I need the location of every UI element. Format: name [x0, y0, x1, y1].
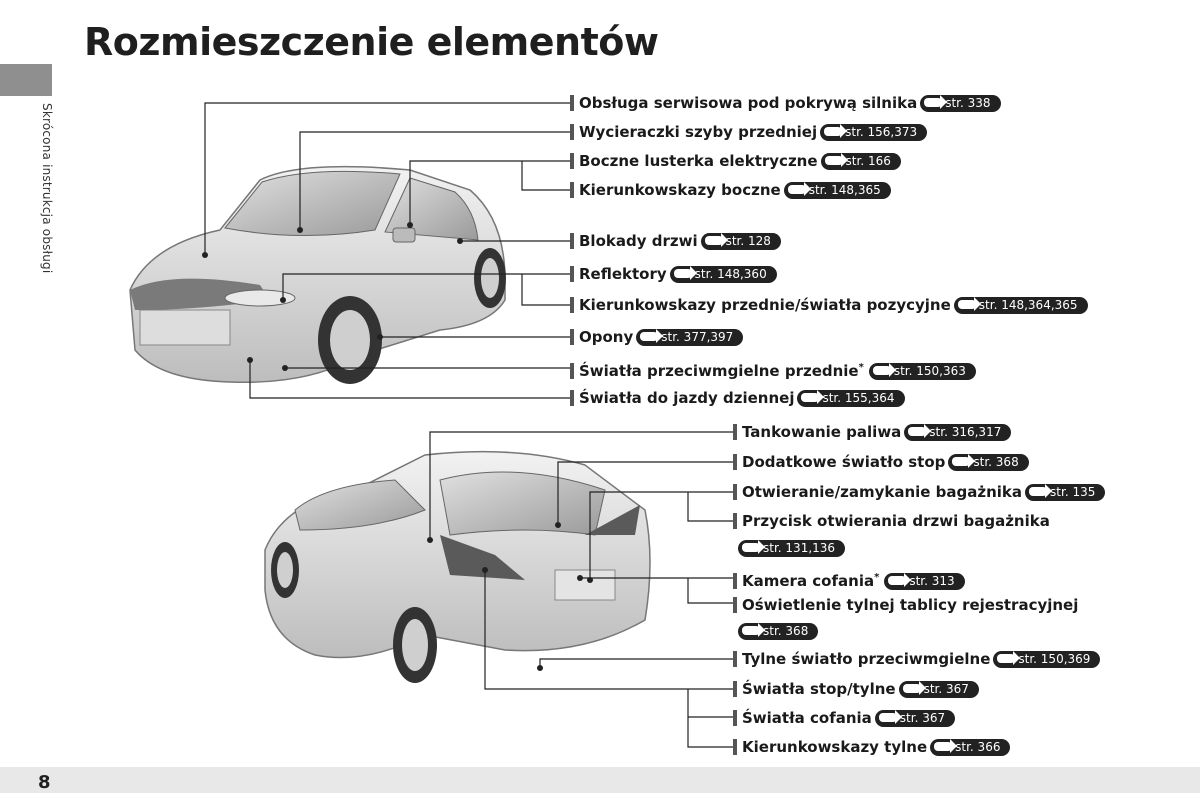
arrow-icon [801, 393, 819, 402]
label-trunk: Otwieranie/zamykanie bagażnika str. 135 [733, 482, 1105, 504]
page-ref-badge[interactable]: str. 313 [884, 573, 964, 590]
leader-side-signal-bracket [522, 161, 570, 190]
arrow-icon [742, 626, 760, 635]
page-ref-badge[interactable]: str. 368 [948, 454, 1028, 471]
page-ref-badge[interactable]: str. 128 [701, 233, 781, 250]
leader-reverse-bracket [688, 689, 733, 717]
page-footer [0, 767, 1200, 793]
leader-plate-bracket [688, 578, 733, 603]
arrow-icon [924, 98, 942, 107]
label-wipers: Wycieraczki szyby przedniej str. 156,373 [570, 122, 927, 144]
page-ref-badge[interactable]: str. 338 [920, 95, 1000, 112]
page-ref-badge[interactable]: str. 150,363 [869, 363, 976, 380]
section-tab-label: Skrócona instrukcja obsługi [40, 103, 54, 274]
leader-rear-fog [540, 659, 733, 668]
page-ref-badge[interactable]: str. 150,369 [993, 651, 1100, 668]
arrow-icon [824, 127, 842, 136]
label-rear-fog: Tylne światło przeciwmgielne str. 150,369 [733, 649, 1100, 671]
label-side-signals: Kierunkowskazy boczne str. 148,365 [570, 180, 891, 202]
label-mirrors: Boczne lusterka elektryczne str. 166 [570, 151, 901, 173]
label-drl: Światła do jazdy dziennej str. 155,364 [570, 388, 905, 410]
page-ref-badge[interactable]: str. 367 [899, 681, 979, 698]
arrow-icon [742, 543, 760, 552]
arrow-icon [903, 684, 921, 693]
leader-rear-signal-bracket [688, 717, 733, 747]
arrow-icon [934, 742, 952, 751]
page-ref-badge[interactable]: str. 135 [1025, 484, 1105, 501]
label-headlights: Reflektory str. 148,360 [570, 264, 777, 286]
page-ref-badge[interactable]: str. 148,365 [784, 182, 891, 199]
arrow-icon [1029, 487, 1047, 496]
arrow-icon [908, 427, 926, 436]
arrow-icon [888, 576, 906, 585]
label-rear-signals: Kierunkowskazy tylne str. 366 [733, 737, 1010, 759]
arrow-icon [640, 332, 658, 341]
arrow-icon [674, 269, 692, 278]
leader-rear-lights [485, 570, 733, 689]
page-ref-badge[interactable]: str. 377,397 [636, 329, 743, 346]
label-trunk-button-ref [738, 538, 845, 560]
label-plate-light: Oświetlenie tylnej tablicy rejestracyjnej [733, 595, 1078, 617]
arrow-icon [997, 654, 1015, 663]
page-ref-badge[interactable]: str. 156,373 [820, 124, 927, 141]
arrow-icon [788, 185, 806, 194]
label-fuel: Tankowanie paliwa str. 316,317 [733, 422, 1011, 444]
label-front-signals: Kierunkowskazy przednie/światła pozycyjne str. 148,364,365 [570, 295, 1088, 317]
label-rear-lights: Światła stop/tylne str. 367 [733, 679, 979, 701]
label-door-locks: Blokady drzwi str. 128 [570, 231, 781, 253]
page-ref-badge[interactable]: str. 155,364 [797, 390, 904, 407]
page-ref-badge[interactable]: str. 148,364,365 [954, 297, 1088, 314]
label-brake-light: Dodatkowe światło stop str. 368 [733, 452, 1029, 474]
page-ref-badge[interactable]: str. 367 [875, 710, 955, 727]
label-reverse-lights: Światła cofania str. 367 [733, 708, 955, 730]
leader-hood [205, 103, 570, 255]
page-ref-badge[interactable]: str. 368 [738, 623, 818, 640]
arrow-icon [825, 156, 843, 165]
label-hood-service: Obsługa serwisowa pod pokrywą silnika str. 338 [570, 93, 1001, 115]
page-title: Rozmieszczenie elementów [84, 20, 659, 64]
leader-wipers [300, 132, 570, 230]
leader-trunk-button-bracket [688, 492, 733, 521]
page-ref-badge[interactable]: str. 131,136 [738, 540, 845, 557]
label-camera: Kamera cofania* str. 313 [733, 568, 965, 590]
arrow-icon [705, 236, 723, 245]
label-front-fog: Światła przeciwmgielne przednie* str. 150,363 [570, 358, 976, 380]
arrow-icon [879, 713, 897, 722]
page-ref-badge[interactable]: str. 316,317 [904, 424, 1011, 441]
label-trunk-button: Przycisk otwierania drzwi bagażnika [733, 511, 1050, 533]
leader-headlights [283, 274, 570, 300]
page-ref-badge[interactable]: str. 166 [821, 153, 901, 170]
leader-front-signal-bracket [522, 274, 570, 305]
leader-brake-light [558, 462, 733, 525]
arrow-icon [952, 457, 970, 466]
page-number: 8 [38, 772, 51, 793]
label-tires: Opony str. 377,397 [570, 327, 743, 349]
leader-trunk [590, 492, 733, 580]
leader-fuel [430, 432, 733, 540]
leader-drl [250, 360, 570, 398]
page-ref-badge[interactable]: str. 148,360 [670, 266, 777, 283]
arrow-icon [958, 300, 976, 309]
arrow-icon [873, 366, 891, 375]
leader-mirrors [410, 161, 570, 225]
label-plate-light-ref [738, 621, 818, 643]
page-ref-badge[interactable]: str. 366 [930, 739, 1010, 756]
